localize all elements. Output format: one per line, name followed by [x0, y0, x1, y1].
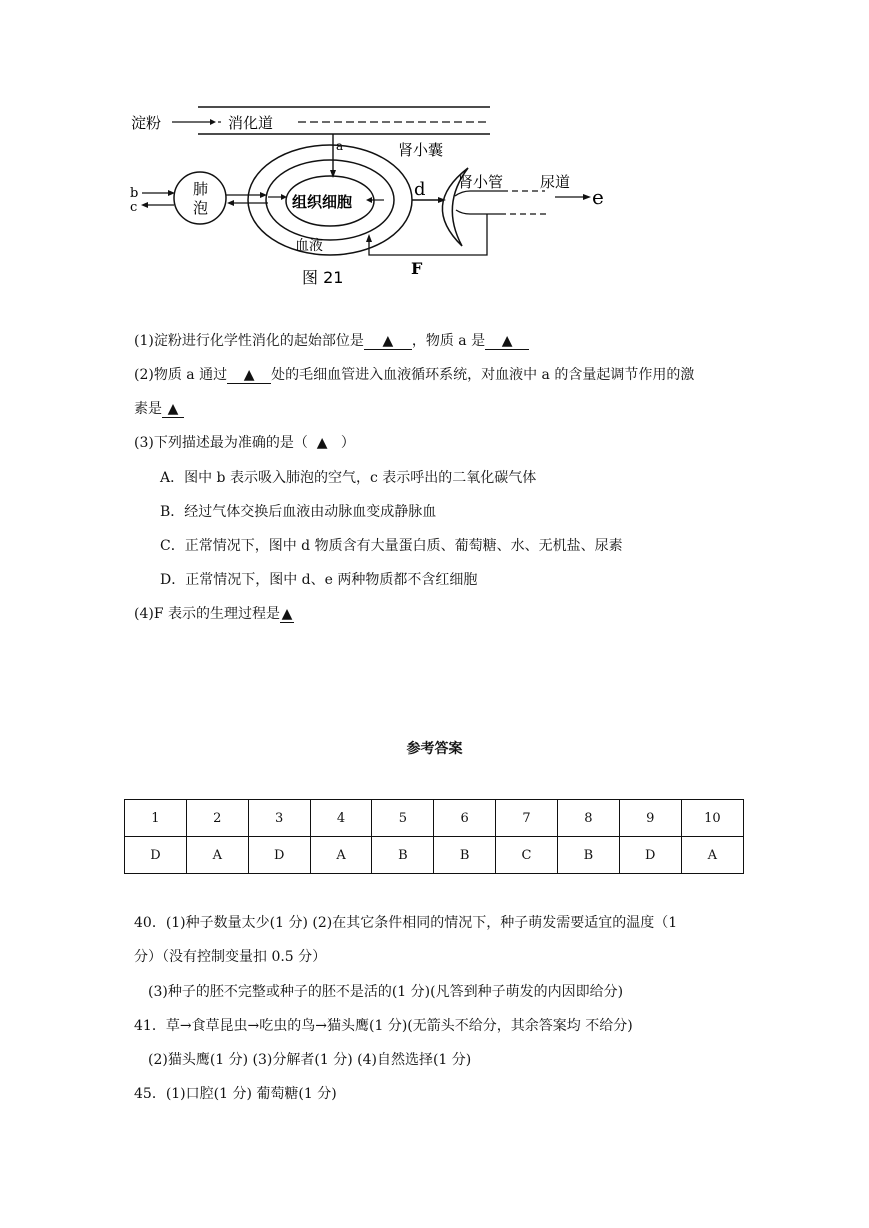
table-cell: 10: [681, 800, 743, 837]
table-cell: 9: [619, 800, 681, 837]
alveolus-label-1: 肺: [193, 180, 209, 198]
table-cell: B: [372, 837, 434, 874]
table-cell: 5: [372, 800, 434, 837]
table-cell: D: [248, 837, 310, 874]
label-f: F: [411, 259, 423, 278]
digestive-tract-label: 消化道: [228, 114, 274, 132]
table-row: [125, 800, 744, 837]
answer-blank-2a[interactable]: ▲: [227, 367, 271, 384]
table-cell: 1: [125, 800, 187, 837]
figure-21-diagram: [0, 0, 869, 300]
kidney-capsule-label: 肾小囊: [398, 141, 444, 159]
table-cell: D: [125, 837, 187, 874]
table-cell: 6: [434, 800, 496, 837]
question-2-cont: 素是 ▲: [134, 398, 184, 418]
table-cell: 4: [310, 800, 372, 837]
table-cell: A: [310, 837, 372, 874]
label-b: b: [130, 186, 139, 201]
table-cell: 7: [496, 800, 558, 837]
answer-mark-3[interactable]: ▲: [316, 435, 328, 451]
table-cell: 8: [557, 800, 619, 837]
question-1: (1)淀粉进行化学性消化的起始部位是 ▲ ，物质 a 是 ▲: [134, 330, 529, 350]
label-d: d: [414, 179, 426, 200]
table-cell: B: [557, 837, 619, 874]
answer-blank-4[interactable]: ▲: [281, 606, 293, 622]
answer-45: 45．(1)口腔(1 分) 葡萄糖(1 分): [134, 1086, 337, 1102]
starch-label: 淀粉: [131, 114, 162, 132]
answer-41-line-2: (2)猫头鹰(1 分) (3)分解者(1 分) (4)自然选择(1 分): [148, 1052, 472, 1068]
table-cell: 2: [186, 800, 248, 837]
table-cell: 3: [248, 800, 310, 837]
label-a: a: [336, 139, 344, 153]
option-b: B．经过气体交换后血液由动脉血变成静脉血: [160, 504, 437, 520]
tissue-cell-label: 组织细胞: [292, 193, 353, 211]
answer-blank-1a[interactable]: ▲: [364, 333, 412, 350]
table-cell: C: [496, 837, 558, 874]
question-2: (2)物质 a 通过 ▲ 处的毛细血管进入血液循环系统，对血液中 a 的含量起调节作用的激: [134, 367, 695, 383]
urethra-label: 尿道: [540, 173, 571, 191]
answer-40-line-1: 40．(1)种子数量太少(1 分) (2)在其它条件相同的情况下，种子萌发需要适宜的温度（1: [134, 915, 678, 931]
renal-tubule-label: 肾小管: [458, 173, 504, 191]
answer-41-line-1: 41．草→食草昆虫→吃虫的鸟→猫头鹰(1 分)(无箭头不给分，其余答案均 不给分): [134, 1018, 633, 1034]
label-e: e: [592, 185, 604, 209]
figure-caption: 图 21: [302, 268, 344, 287]
table-cell: A: [186, 837, 248, 874]
table-cell: A: [681, 837, 743, 874]
answer-blank-2b[interactable]: ▲: [162, 401, 184, 418]
label-c: c: [130, 200, 138, 215]
answer-40-line-3: (3)种子的胚不完整或种子的胚不是活的(1 分)(凡答到种子萌发的内因即给分): [148, 984, 624, 1000]
question-3: (3)下列描述最为准确的是（ ▲ ）: [134, 435, 355, 451]
answer-title: 参考答案: [406, 741, 463, 757]
answer-table: [124, 799, 744, 874]
option-a: A．图中 b 表示吸入肺泡的空气，c 表示呼出的二氧化碳气体: [160, 470, 537, 486]
table-cell: D: [619, 837, 681, 874]
option-d: D．正常情况下，图中 d、e 两种物质都不含红细胞: [160, 572, 478, 588]
alveolus-label-2: 泡: [193, 199, 209, 217]
table-cell: B: [434, 837, 496, 874]
answer-40-line-2: 分）（没有控制变量扣 0.5 分）: [134, 949, 327, 965]
blood-label: 血液: [295, 238, 323, 254]
answer-blank-1b[interactable]: ▲: [485, 333, 529, 350]
question-4: (4)F 表示的生理过程是 ▲: [134, 606, 293, 622]
option-c: C．正常情况下，图中 d 物质含有大量蛋白质、葡萄糖、水、无机盐、尿素: [160, 538, 623, 554]
table-row: [125, 837, 744, 874]
